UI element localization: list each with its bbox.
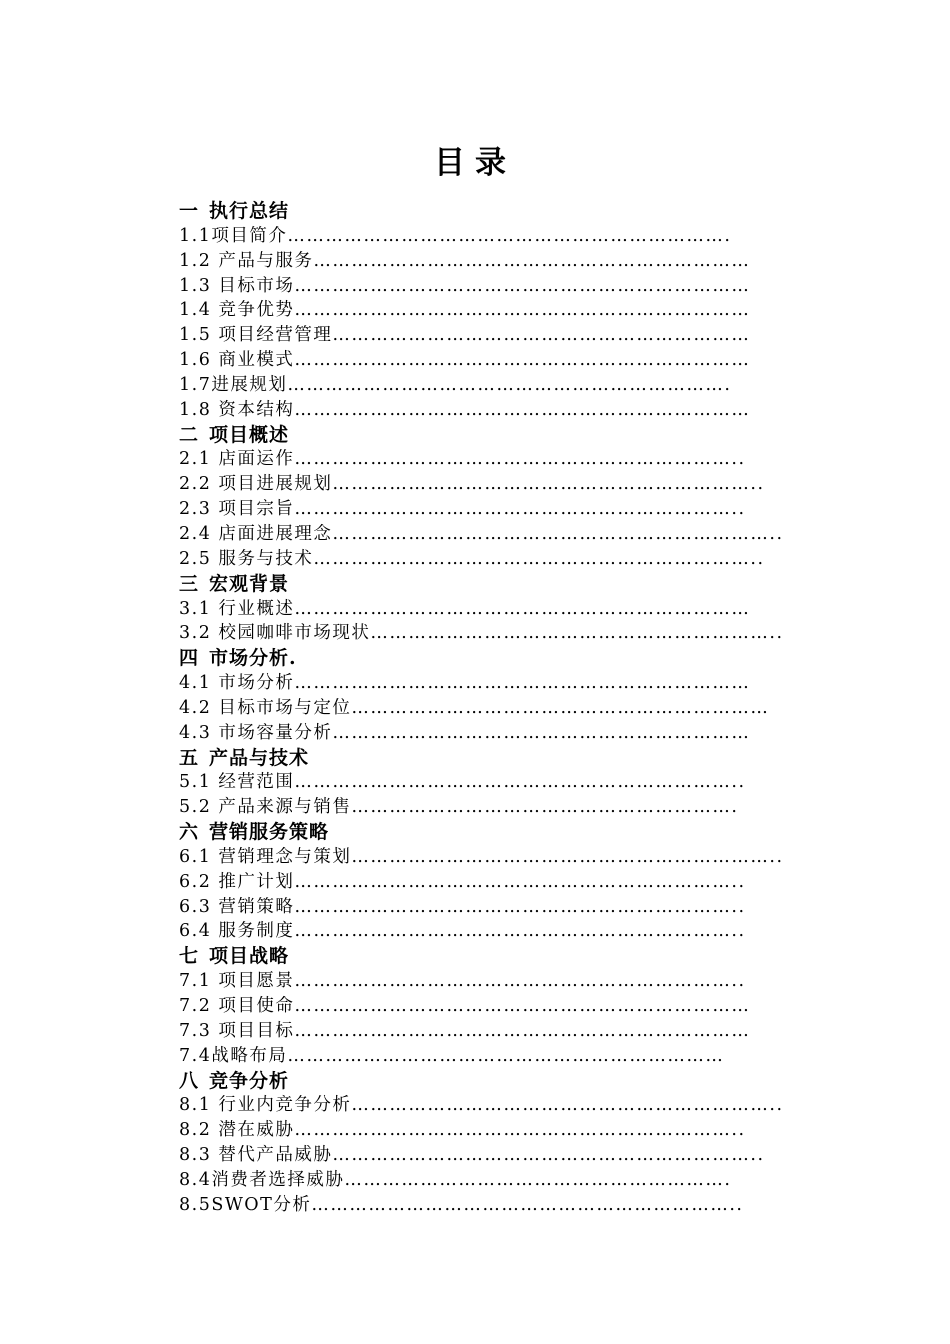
toc-entry-text: 8.1 行业内竞争分析………………………………………………………….. [179,1095,784,1116]
toc-entry-text: 4.3 市场容量分析………………………………………………………… [179,722,751,743]
section-label: 执行总结 [209,200,290,222]
toc-entry [179,969,809,994]
toc-section-heading [179,199,809,224]
toc-entry-text: 6.4 服务制度…………………………………………………………….. [179,921,746,942]
toc-entry-text: 3.1 行业概述……………………………………………………………… [179,598,751,619]
toc-entry [179,1143,809,1168]
toc-entry-text: 8.3 替代产品威胁………………………………………………………….. [179,1145,765,1166]
section-label: 项目概述 [209,423,290,446]
section-label: 营销服务策略 [209,821,330,844]
toc-entry-text: 2.1 店面运作…………………………………………………………….. [179,449,746,470]
toc-section-heading [179,646,809,671]
toc-entry-text: 6.3 营销策略…………………………………………………………….. [179,896,746,917]
section-number: 七 [179,945,200,968]
toc-entry [179,845,809,870]
toc-entry-text: 1.6 商业模式……………………………………………………………… [179,350,751,371]
toc-entry [179,1093,809,1118]
toc-entry-text: 1.1项目简介……………………………………………………………. [179,225,732,246]
page-title: 目录 [434,145,516,181]
toc-section-heading [179,944,809,969]
toc-section-heading [179,572,809,597]
toc-entry-text: 2.2 项目进展规划………………………………………………………….. [179,474,765,495]
toc-entry-text: 1.7进展规划……………………………………………………………. [179,374,732,395]
toc-entry [179,919,809,944]
toc-section-heading [179,1069,809,1094]
toc-entry-text: 1.8 资本结构……………………………………………………………… [179,399,751,420]
section-number: 三 [179,572,200,595]
toc-entry-text: 5.1 经营范围…………………………………………………………….. [179,772,746,793]
toc-entry [179,597,809,622]
section-label: 产品与技术 [209,746,310,769]
toc-entry-text: 2.5 服务与技术…………………………………………………………….. [179,548,765,569]
section-label: 市场分析. [209,647,297,670]
toc-entry [179,895,809,920]
toc-entry [179,398,809,423]
toc-entry-text: 1.4 竞争优势……………………………………………………………… [179,300,751,321]
section-number: 五 [179,746,200,769]
toc-entry-text: 7.4战略布局…………………………………………………………… [179,1045,725,1066]
section-number: 六 [179,821,200,844]
toc-entry [179,472,809,497]
section-label: 项目战略 [209,945,290,968]
toc-entry [179,497,809,522]
toc-entry [179,274,809,299]
toc-entry [179,348,809,373]
toc-entry-text: 3.2 校园咖啡市场现状……………………………………………………….. [179,623,784,644]
toc-entry [179,795,809,820]
toc-entry [179,249,809,274]
section-label: 宏观背景 [209,572,290,595]
toc-entry-text: 1.5 项目经营管理………………………………………………………… [179,325,751,346]
section-number: 八 [179,1069,200,1092]
section-number: 二 [179,423,200,446]
toc-entry [179,1118,809,1143]
toc-entry-text: 8.2 潜在威胁…………………………………………………………….. [179,1120,746,1141]
toc-entry-text: 4.1 市场分析……………………………………………………………… [179,673,751,694]
toc-entry [179,1044,809,1069]
toc-entry-text: 6.1 营销理念与策划………………………………………………………….. [179,846,784,867]
toc-entry [179,1019,809,1044]
toc-entry [179,298,809,323]
toc-entry [179,323,809,348]
toc-entry [179,870,809,895]
toc-section-heading [179,820,809,845]
toc-entry-text: 7.1 项目愿景…………………………………………………………….. [179,971,746,992]
toc-entry-text: 1.3 目标市场……………………………………………………………… [179,275,751,296]
toc-entry [179,721,809,746]
toc-entry-text: 1.2 产品与服务…………………………………………………………… [179,250,751,271]
section-label: 竞争分析 [209,1069,290,1092]
toc-entry [179,1193,809,1218]
toc-entry-text: 5.2 产品来源与销售……………………………………………………. [179,797,739,818]
table-of-contents [179,199,809,1218]
toc-entry [179,621,809,646]
toc-entry-text: 4.2 目标市场与定位………………………………………………………… [179,697,770,718]
toc-entry-text: 2.4 店面进展理念…………………………………………………………….. [179,523,784,544]
toc-entry-text: 7.2 项目使命……………………………………………………………… [179,996,751,1016]
toc-entry-text: 8.5SWOT分析………………………………………………………….. [179,1194,744,1215]
toc-entry [179,547,809,572]
toc-entry [179,671,809,696]
toc-entry [179,224,809,249]
toc-entry-text: 2.3 项目宗旨…………………………………………………………….. [179,499,746,520]
toc-entry [179,1168,809,1193]
toc-entry [179,447,809,472]
section-number: 一 [179,200,200,222]
section-number: 四 [179,647,200,670]
toc-section-heading [179,746,809,771]
toc-entry-text: 7.3 项目目标……………………………………………………………… [179,1020,751,1041]
toc-entry [179,373,809,398]
toc-entry [179,770,809,795]
toc-entry [179,696,809,721]
toc-entry [179,522,809,547]
toc-section-heading [179,423,809,448]
toc-entry [179,994,809,1019]
toc-entry-text: 8.4消费者选择威胁……………………………………………………. [179,1169,732,1190]
toc-entry-text: 6.2 推广计划…………………………………………………………….. [179,871,746,892]
